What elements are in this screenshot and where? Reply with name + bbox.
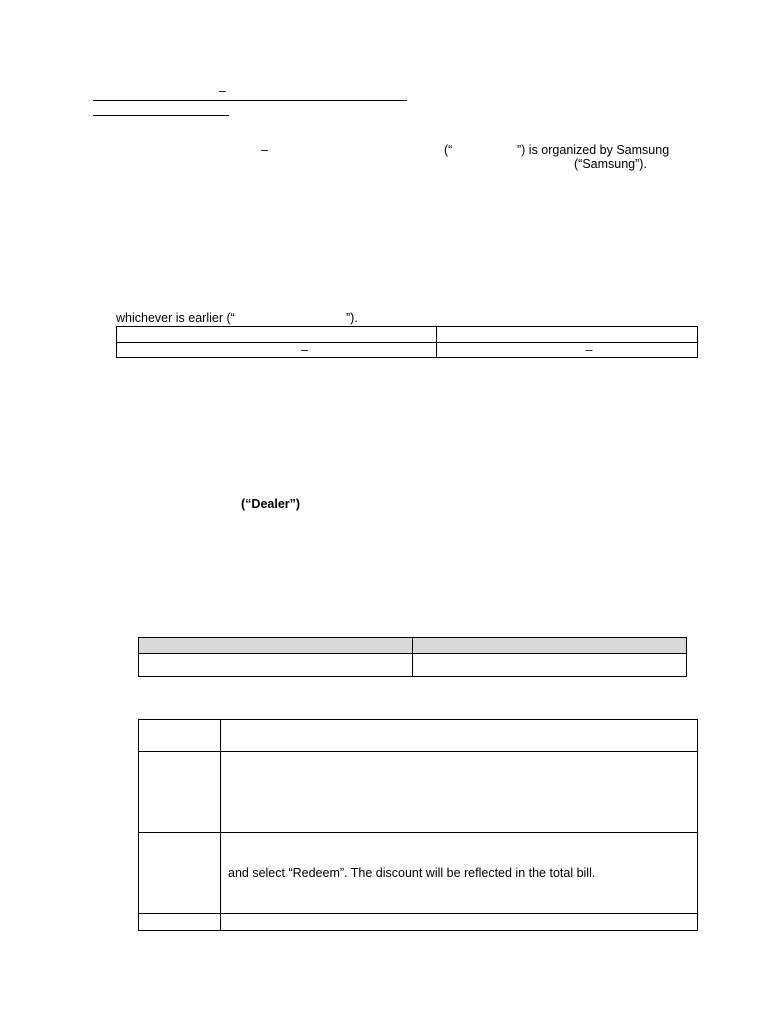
- table-cell: [117, 327, 437, 343]
- subtitle-underline: [93, 115, 229, 116]
- table-row: [139, 833, 698, 914]
- info-table-cell-left: [139, 654, 413, 676]
- intro-open-quote: (“: [444, 143, 453, 157]
- step-number-cell: [139, 833, 221, 914]
- info-table-cell-right: [413, 654, 686, 676]
- table-row: [117, 327, 698, 343]
- table-row: [139, 720, 698, 752]
- table-row: [139, 914, 698, 931]
- period-whichever-earlier: whichever is earlier (“: [116, 311, 235, 325]
- step-text-cell: [221, 914, 698, 931]
- redeem-steps-table: [138, 719, 698, 931]
- intro-dash: –: [261, 143, 268, 157]
- table-row: [117, 343, 698, 358]
- title-dash: –: [219, 84, 226, 98]
- step-number-cell: [139, 720, 221, 752]
- info-table-header-right: [413, 638, 686, 654]
- step-number-cell: [139, 914, 221, 931]
- step-number-cell: [139, 752, 221, 833]
- dealer-definition: (“Dealer”): [241, 497, 301, 511]
- step-text-cell: [221, 752, 698, 833]
- title-underline: [93, 100, 407, 101]
- table-cell: –: [117, 343, 437, 358]
- table-cell: –: [437, 343, 698, 358]
- info-table-header-left: [139, 638, 413, 654]
- step-text-cell: [221, 720, 698, 752]
- period-close-quote: ”).: [346, 311, 358, 325]
- table-cell: [437, 327, 698, 343]
- step-text-cell: and select “Redeem”. The discount will be reflected in the total bill.: [221, 833, 698, 914]
- period-table: [116, 326, 698, 358]
- intro-organized-by: ”) is organized by Samsung: [517, 143, 670, 157]
- intro-samsung-definition: (“Samsung”).: [574, 157, 647, 171]
- table-row: [139, 752, 698, 833]
- info-table: [138, 637, 687, 677]
